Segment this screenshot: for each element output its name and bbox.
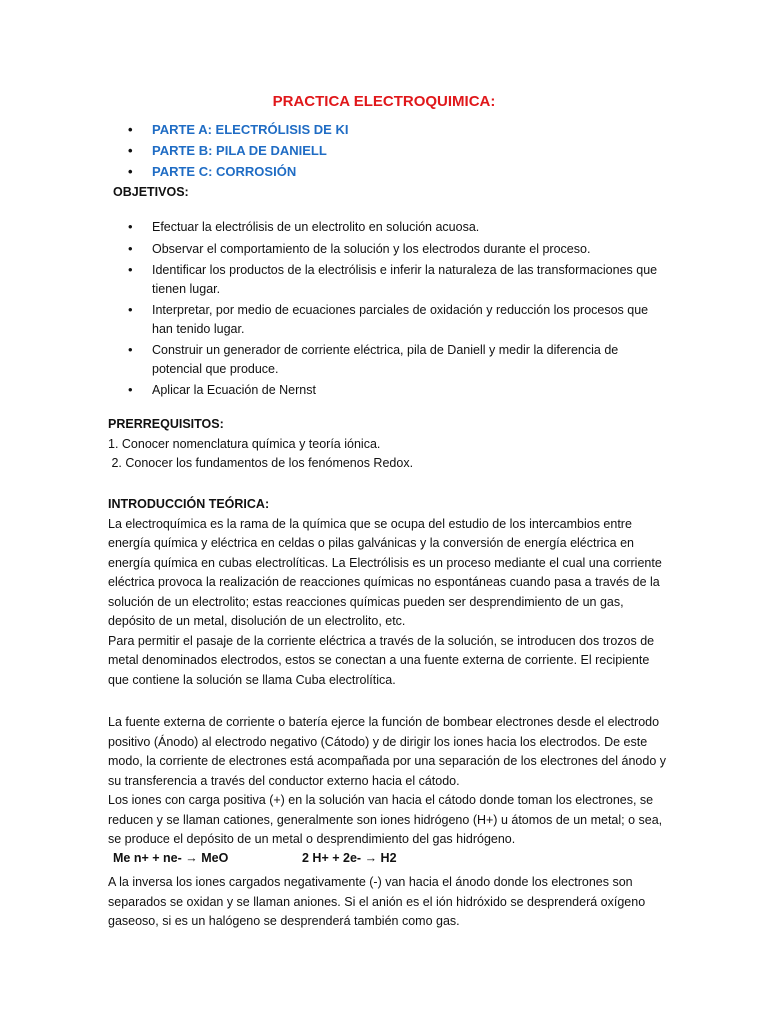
equation-2 — [302, 851, 397, 865]
list-item: • Identificar los productos de la electrólisis e inferir la naturaleza de las transformaciones que tienen lugar. — [128, 261, 668, 298]
list-item: • Efectuar la electrólisis de un electrolito en solución acuosa. — [128, 218, 668, 237]
equation-1-right: MeO — [201, 851, 229, 865]
objectives-heading: OBJETIVOS: — [113, 185, 189, 199]
list-item: • Observar el comportamiento de la solución y los electrodos durante el proceso. — [128, 240, 668, 259]
equation-1 — [113, 851, 228, 865]
list-item: • Aplicar la Ecuación de Nernst — [128, 381, 668, 400]
parts-list — [128, 119, 348, 182]
prereq-section — [108, 415, 668, 474]
intro-section-2 — [108, 713, 668, 850]
objectives-list — [128, 218, 668, 403]
list-item: • Interpretar, por medio de ecuaciones parciales de oxidación y reducción los procesos que han tenido lugar. — [128, 301, 668, 338]
intro-section-3 — [108, 873, 668, 932]
list-item-part-c: • PARTE C: CORROSIÓN — [128, 161, 348, 182]
intro-section — [108, 495, 668, 690]
intro-paragraph: Para permitir el pasaje de la corriente eléctrica a través de la solución, se introducen dos trozos de metal denominados electrodos, estos se conectan a una fuente externa de corriente. El recipiente que contiene la solución se llama Cuba electrolítica. — [108, 633, 655, 687]
arrow-right-icon: → — [364, 851, 378, 865]
equation-2-right: H2 — [380, 851, 397, 865]
intro-paragraph: La electroquímica es la rama de la química que se ocupa del estudio de los intercambios entre energía química y eléctrica en celdas o pilas galvánicas y la conversión de energía eléctrica en energía química en cubas electrolíticas. La Electrólisis es un proceso mediante el cual una corriente eléctrica provoca la realización de reacciones químicas no espontáneas cuando pasa a través de la solución de un electrolito; estas reacciones químicas pueden ser desprendimiento de un gas, depósito de un metal, disolución de un electrolito, etc. — [108, 516, 662, 628]
prereq-item: 1. Conocer nomenclatura química y teoría iónica. — [108, 436, 381, 451]
intro-paragraph: A la inversa los iones cargados negativamente (-) van hacia el ánodo donde los electrones son separados se oxidan y se llaman aniones. Si el anión es el ión hidróxido se desprenderá oxígeno gaseoso, si es un halógeno se desprenderá también como gas. — [108, 875, 646, 928]
arrow-right-icon: → — [185, 851, 198, 865]
prereq-heading: PRERREQUISITOS: — [108, 417, 224, 431]
prereq-item: 2. Conocer los fundamentos de los fenómenos Redox. — [108, 456, 414, 470]
list-item-part-b: • PARTE B: PILA DE DANIELL — [128, 140, 348, 161]
list-item-part-a: • PARTE A: ELECTRÓLISIS DE KI — [128, 119, 348, 140]
list-item: • Construir un generador de corriente eléctrica, pila de Daniell y medir la diferencia de potencial que produce. — [128, 341, 668, 378]
equation-2-left: 2 H+ + 2e- — [302, 851, 362, 865]
intro-paragraph: La fuente externa de corriente o batería ejerce la función de bombear electrones desde el electrodo positivo (Ánodo) al electrodo negativo (Cátodo) y de dirigir los iones hacia los electrodos. De este modo, la corriente de electrones está acompañada por una separación de los electrones del ánodo y su transferencia a través del conductor externo hacia el cátodo. — [108, 715, 666, 788]
intro-paragraph: Los iones con carga positiva (+) en la solución van hacia el cátodo donde toman los electrones, se reducen y se llaman cationes, generalmente son iones hidrógeno (H+) u átomos de un metal; o sea, se produce el depósito de un metal o desprendimiento del gas hidrógeno. — [108, 793, 663, 846]
equation-1-left: Me n+ + ne- — [113, 851, 182, 865]
intro-heading: INTRODUCCIÓN TEÓRICA: — [108, 497, 270, 511]
page-title: PRACTICA ELECTROQUIMICA: — [272, 93, 496, 110]
